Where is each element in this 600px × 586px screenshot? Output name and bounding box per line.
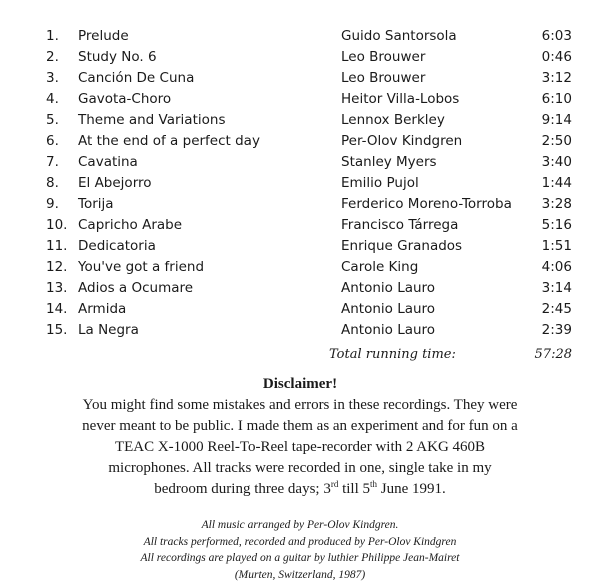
- track-duration: 3:40: [541, 154, 572, 170]
- track-number: 4.: [46, 91, 59, 107]
- track-title: La Negra: [78, 322, 139, 338]
- track-composer: Guido Santorsola: [341, 28, 457, 44]
- track-title: Torija: [78, 196, 114, 212]
- track-title: Gavota-Choro: [78, 91, 172, 107]
- table-row: [0, 236, 600, 257]
- track-composer: Antonio Lauro: [341, 301, 436, 317]
- track-title: El Abejorro: [78, 175, 152, 191]
- credit-line: All music arranged by Per-Olov Kindgren.: [201, 519, 399, 531]
- track-duration: 5:16: [541, 217, 572, 233]
- table-row: [0, 110, 600, 131]
- total-label: Total running time:: [329, 347, 456, 362]
- disclaimer-text-end: June 1991.: [377, 481, 446, 497]
- track-duration: 2:39: [541, 322, 572, 338]
- track-composer: Leo Brouwer: [341, 70, 426, 86]
- track-duration: 4:06: [541, 259, 572, 275]
- track-duration: 0:46: [541, 49, 572, 65]
- track-duration: 1:51: [541, 238, 572, 254]
- track-composer: Per-Olov Kindgren: [341, 133, 463, 149]
- track-number: 5.: [46, 112, 59, 128]
- table-row: [0, 257, 600, 278]
- table-row: [0, 26, 600, 47]
- track-duration: 2:45: [541, 301, 572, 317]
- disclaimer-text: You might find some mistakes and errors in these recordings. They were never meant to be public. I made them as an experiment and for fun on a TEAC X-1000 Reel-To-Reel tape-recorder with 2 AKG 460B microphones. All tracks were recorded in one, single take in my bedroom during three days; 3: [82, 397, 518, 497]
- track-number: 9.: [46, 196, 59, 212]
- table-row: [0, 278, 600, 299]
- track-title: Armida: [78, 301, 127, 317]
- track-composer: Leo Brouwer: [341, 49, 426, 65]
- track-number: 14.: [46, 301, 68, 317]
- total-running-time: [0, 345, 600, 365]
- track-title: Capricho Arabe: [78, 217, 183, 233]
- table-row: [0, 68, 600, 89]
- track-title: Prelude: [78, 28, 129, 44]
- track-composer: Emilio Pujol: [341, 175, 419, 191]
- track-title: Theme and Variations: [78, 112, 226, 128]
- track-duration: 9:14: [541, 112, 572, 128]
- disclaimer: [80, 374, 520, 500]
- track-duration: 6:10: [541, 91, 572, 107]
- table-row: [0, 173, 600, 194]
- track-title: You've got a friend: [78, 259, 205, 275]
- credit-line: All tracks performed, recorded and produced by Per-Olov Kindgren: [143, 535, 457, 548]
- track-composer: Antonio Lauro: [341, 322, 436, 338]
- track-duration: 1:44: [541, 175, 572, 191]
- table-row: [0, 299, 600, 320]
- track-number: 15.: [46, 322, 68, 338]
- table-row: [0, 194, 600, 215]
- track-number: 7.: [46, 154, 59, 170]
- track-number: 10.: [46, 217, 68, 233]
- track-composer: Antonio Lauro: [341, 280, 436, 296]
- track-composer: Stanley Myers: [341, 154, 437, 170]
- track-title: At the end of a perfect day: [78, 133, 260, 149]
- credit-line: All recordings are played on a guitar by luthier Philippe Jean-Mairet: [140, 552, 460, 564]
- disclaimer-title: Disclaimer!: [262, 376, 338, 392]
- disclaimer-body: [80, 395, 520, 500]
- track-number: 12.: [46, 259, 68, 275]
- track-composer: Lennox Berkley: [341, 112, 445, 128]
- tracklist: [0, 26, 600, 341]
- track-composer: Francisco Tárrega: [341, 217, 459, 233]
- table-row: [0, 47, 600, 68]
- track-duration: 6:03: [541, 28, 572, 44]
- table-row: [0, 131, 600, 152]
- disclaimer-text-till: till 5: [338, 481, 371, 497]
- track-number: 8.: [46, 175, 59, 191]
- track-composer: Enrique Granados: [341, 238, 463, 254]
- track-number: 1.: [46, 28, 59, 44]
- track-duration: 2:50: [541, 133, 572, 149]
- track-title: Study No. 6: [78, 49, 157, 65]
- track-duration: 3:28: [541, 196, 572, 212]
- table-row: [0, 215, 600, 236]
- track-number: 6.: [46, 133, 59, 149]
- total-time: 57:28: [534, 347, 572, 362]
- track-duration: 3:14: [541, 280, 572, 296]
- track-composer: Heitor Villa-Lobos: [341, 91, 460, 107]
- track-title: Cavatina: [78, 154, 138, 170]
- table-row: [0, 89, 600, 110]
- track-title: Canción De Cuna: [78, 70, 195, 86]
- track-composer: Ferderico Moreno-Torroba: [341, 196, 512, 212]
- track-duration: 3:12: [541, 70, 572, 86]
- ordinal-suffix: th: [370, 479, 378, 489]
- track-number: 2.: [46, 49, 59, 65]
- track-title: Adios a Ocumare: [78, 280, 194, 296]
- track-number: 3.: [46, 70, 59, 86]
- table-row: [0, 320, 600, 341]
- track-number: 13.: [46, 280, 68, 296]
- credit-line: (Murten, Switzerland, 1987): [234, 568, 366, 581]
- track-composer: Carole King: [341, 259, 419, 275]
- ordinal-suffix: rd: [330, 479, 339, 489]
- track-number: 11.: [46, 238, 68, 254]
- credits: [100, 517, 500, 583]
- track-title: Dedicatoria: [78, 238, 156, 254]
- table-row: [0, 152, 600, 173]
